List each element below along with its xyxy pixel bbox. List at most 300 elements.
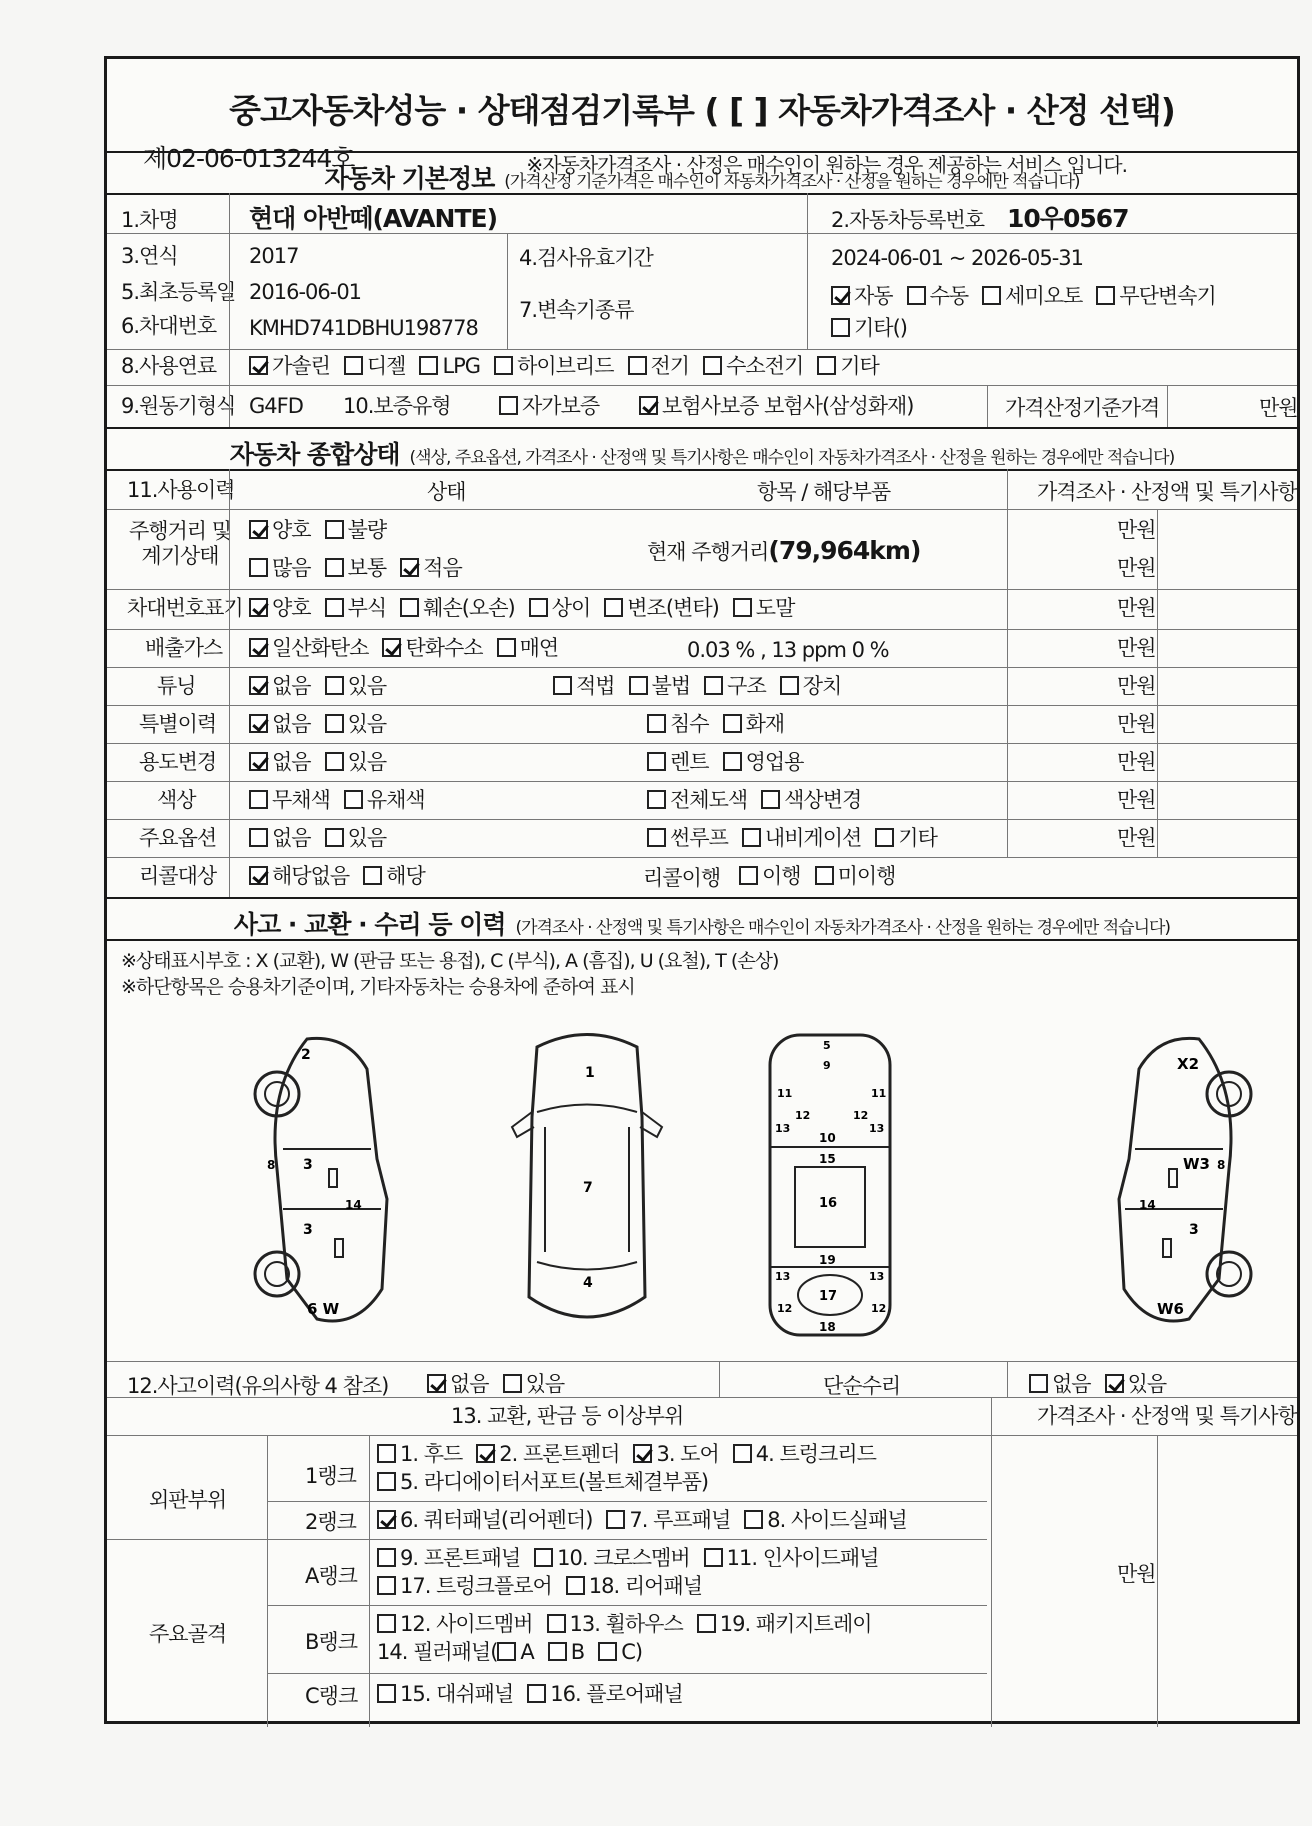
checkbox-option[interactable]	[907, 284, 969, 308]
checkbox-label: 상이	[551, 596, 591, 620]
checkbox-empty-icon[interactable]	[377, 1472, 396, 1491]
checkbox-option[interactable]	[325, 750, 387, 774]
marker: 19	[819, 1253, 836, 1267]
checkbox-option[interactable]	[761, 788, 861, 812]
checkbox-option[interactable]	[598, 1640, 642, 1664]
checkbox-checked-icon[interactable]	[639, 396, 658, 415]
basic-info-title: 자동차 기본정보	[324, 164, 495, 193]
year-value: 2017	[249, 244, 299, 268]
marker: 7	[583, 1180, 593, 1196]
checkbox-option[interactable]	[377, 1546, 520, 1570]
trans-label: 7.변속기종류	[519, 298, 634, 322]
checkbox-checked-icon[interactable]	[249, 714, 268, 733]
checkbox-option[interactable]	[553, 674, 615, 698]
warranty-self	[499, 395, 613, 418]
checkbox-option[interactable]	[377, 1470, 708, 1494]
inspection-form	[104, 56, 1300, 1724]
checkbox-label: 5. 라디에이터서포트(볼트체결부품)	[400, 1470, 709, 1494]
rankC-label: C랭크	[305, 1684, 358, 1708]
checkbox-checked-icon[interactable]	[249, 356, 268, 375]
warranty-insurance	[639, 395, 928, 418]
checkbox-empty-icon[interactable]	[325, 558, 344, 577]
checkbox-empty-icon[interactable]	[598, 1642, 617, 1661]
mileage-value	[647, 537, 920, 565]
checkbox-option[interactable]	[1105, 1372, 1167, 1396]
divider	[719, 1361, 720, 1397]
checkbox-label: 가솔린	[272, 354, 330, 378]
marker: 1	[585, 1065, 595, 1081]
checkbox-option[interactable]	[497, 636, 559, 660]
checkbox-checked-icon[interactable]	[633, 1444, 652, 1463]
checkbox-option[interactable]	[733, 1442, 876, 1466]
checkbox-empty-icon[interactable]	[604, 598, 623, 617]
checkbox-label: 3. 도어	[656, 1442, 719, 1466]
checkbox-option[interactable]	[534, 1546, 690, 1570]
basic-info-head	[107, 159, 1297, 195]
marker: 13	[775, 1122, 791, 1135]
checkbox-empty-icon[interactable]	[815, 866, 834, 885]
checkbox-label: 있음	[525, 1372, 565, 1396]
checkbox-option[interactable]	[325, 518, 387, 542]
checkbox-label: 수동	[929, 284, 969, 308]
checkbox-option[interactable]	[249, 864, 349, 888]
marker: 10	[819, 1131, 836, 1145]
checkbox-empty-icon[interactable]	[733, 1444, 752, 1463]
checkbox-checked-icon[interactable]	[1105, 1374, 1124, 1393]
checkbox-option[interactable]	[628, 354, 690, 378]
checkbox-label: 19. 패키지트레이	[719, 1612, 872, 1636]
checkbox-empty-icon[interactable]	[344, 356, 363, 375]
checkbox-empty-icon[interactable]	[742, 828, 761, 847]
checkbox-empty-icon[interactable]	[733, 598, 752, 617]
divider	[1007, 469, 1008, 857]
checkbox-empty-icon[interactable]	[647, 790, 666, 809]
checkbox-checked-icon[interactable]	[400, 558, 419, 577]
checkbox-empty-icon[interactable]	[377, 1444, 396, 1463]
checkbox-option[interactable]	[400, 596, 515, 620]
warranty-label: 10.보증유형	[343, 394, 451, 418]
checkbox-empty-icon[interactable]	[325, 676, 344, 695]
checkbox-label: 부식	[347, 596, 387, 620]
checkbox-option[interactable]	[499, 394, 599, 418]
checkbox-option[interactable]	[831, 284, 893, 308]
checkbox-label: 보통	[347, 556, 387, 580]
checkbox-label: 불법	[651, 674, 691, 698]
divider	[107, 629, 1297, 630]
divider	[107, 1539, 987, 1540]
divider	[107, 1435, 1297, 1436]
checkbox-option[interactable]	[249, 636, 368, 660]
checkbox-checked-icon[interactable]	[249, 676, 268, 695]
trans-other	[831, 317, 921, 340]
checkbox-option[interactable]	[427, 1372, 489, 1396]
legend-symbols: ※상태표시부호 : X (교환), W (판금 또는 용접), C (부식), A (흠집), U (요철), T (손상)	[121, 950, 779, 972]
checkbox-option[interactable]	[249, 826, 311, 850]
checkbox-label: 유채색	[366, 788, 425, 812]
simple-repair-options	[1029, 1373, 1180, 1396]
checkbox-empty-icon[interactable]	[363, 866, 382, 885]
special-items	[647, 713, 798, 736]
checkbox-checked-icon[interactable]	[476, 1444, 495, 1463]
divider	[229, 193, 230, 427]
checkbox-option[interactable]	[249, 354, 330, 378]
checkbox-label: 일산화탄소	[272, 636, 369, 660]
checkbox-empty-icon[interactable]	[534, 1548, 553, 1567]
mileage-row2	[249, 557, 476, 580]
checkbox-empty-icon[interactable]	[1029, 1374, 1048, 1393]
checkbox-label: 해당없음	[272, 864, 350, 888]
pillar-options	[497, 1640, 656, 1664]
checkbox-label: 양호	[272, 518, 311, 542]
usage-change-items	[647, 751, 817, 774]
checkbox-label: 9. 프론트패널	[400, 1546, 521, 1570]
divider	[991, 1397, 992, 1727]
checkbox-empty-icon[interactable]	[547, 1614, 566, 1633]
rank2-label: 2랭크	[305, 1510, 356, 1534]
checkbox-option[interactable]	[363, 864, 425, 888]
checkbox-empty-icon[interactable]	[325, 520, 344, 539]
checkbox-option[interactable]	[780, 674, 842, 698]
checkbox-empty-icon[interactable]	[697, 1614, 716, 1633]
checkbox-empty-icon[interactable]	[704, 1548, 723, 1567]
checkbox-checked-icon[interactable]	[249, 520, 268, 539]
parts-price-head: 가격조사 · 산정액 및 특기사항	[1037, 1404, 1297, 1428]
divider	[107, 1361, 1297, 1362]
checkbox-empty-icon[interactable]	[503, 1374, 522, 1393]
price-unit: 만원	[1117, 712, 1156, 736]
checkbox-label: 4. 트렁크리드	[755, 1442, 876, 1466]
checkbox-option[interactable]	[494, 354, 613, 378]
checkbox-empty-icon[interactable]	[494, 356, 513, 375]
checkbox-empty-icon[interactable]	[497, 638, 516, 657]
rankB-row2	[377, 1641, 656, 1664]
fuel-options	[249, 355, 893, 378]
checkbox-label: 있음	[347, 674, 387, 698]
checkbox-label: 내비게이션	[764, 826, 862, 850]
checkbox-option[interactable]	[639, 394, 914, 418]
checkbox-empty-icon[interactable]	[249, 828, 268, 847]
marker: 5	[823, 1039, 831, 1052]
checkbox-option[interactable]	[249, 750, 311, 774]
price-unit: 만원	[1117, 518, 1156, 542]
checkbox-empty-icon[interactable]	[744, 1510, 763, 1529]
checkbox-option[interactable]	[744, 1508, 906, 1532]
checkbox-checked-icon[interactable]	[249, 638, 268, 657]
checkbox-option[interactable]	[704, 674, 766, 698]
marker: 14	[1139, 1198, 1156, 1212]
checkbox-label: 있음	[347, 712, 387, 736]
divider	[107, 151, 1297, 153]
checkbox-option[interactable]	[249, 556, 311, 580]
divider	[267, 1501, 987, 1502]
checkbox-empty-icon[interactable]	[704, 676, 723, 695]
checkbox-option[interactable]	[249, 674, 311, 698]
checkbox-label: 18. 리어패널	[588, 1574, 703, 1598]
checkbox-empty-icon[interactable]	[325, 598, 344, 617]
color-items	[647, 789, 875, 812]
checkbox-option[interactable]	[249, 596, 311, 620]
checkbox-option[interactable]	[400, 556, 462, 580]
checkbox-option[interactable]	[377, 1442, 462, 1466]
checkbox-empty-icon[interactable]	[629, 676, 648, 695]
checkbox-option[interactable]	[1029, 1372, 1091, 1396]
checkbox-empty-icon[interactable]	[377, 1576, 396, 1595]
checkbox-option[interactable]	[503, 1372, 565, 1396]
frame-diagram	[755, 1027, 905, 1343]
checkbox-option[interactable]	[377, 1574, 552, 1598]
checkbox-option[interactable]	[704, 1546, 879, 1570]
special-label: 특별이력	[139, 712, 217, 736]
trans-options	[831, 285, 1230, 308]
checkbox-option[interactable]	[647, 712, 709, 736]
checkbox-option[interactable]	[344, 354, 406, 378]
checkbox-option[interactable]	[875, 826, 937, 850]
legend-note: ※하단항목은 승용차기준이며, 기타자동차는 승용차에 준하여 표시	[121, 976, 635, 998]
checkbox-option[interactable]	[249, 518, 311, 542]
checkbox-empty-icon[interactable]	[377, 1548, 396, 1567]
checkbox-label: 없음	[272, 826, 311, 850]
checkbox-label: A	[520, 1640, 534, 1664]
price-unit: 만원	[1117, 750, 1156, 774]
checkbox-option[interactable]	[633, 1442, 718, 1466]
checkbox-empty-icon[interactable]	[647, 828, 666, 847]
checkbox-label: 없음	[272, 712, 311, 736]
checkbox-label: 기타	[840, 354, 879, 378]
checkbox-empty-icon[interactable]	[548, 1642, 567, 1661]
divider	[267, 1435, 268, 1727]
checkbox-empty-icon[interactable]	[566, 1576, 585, 1595]
checkbox-option[interactable]	[249, 788, 330, 812]
checkbox-option[interactable]	[723, 750, 804, 774]
marker: 9	[823, 1059, 831, 1072]
checkbox-option[interactable]	[703, 354, 803, 378]
checkbox-empty-icon[interactable]	[831, 318, 850, 337]
accident-head	[107, 905, 1297, 941]
checkbox-empty-icon[interactable]	[875, 828, 894, 847]
rankC-row	[377, 1683, 697, 1706]
checkbox-empty-icon[interactable]	[497, 1642, 516, 1661]
checkbox-label: 2. 프론트펜더	[499, 1442, 620, 1466]
checkbox-label: 색상변경	[784, 788, 862, 812]
checkbox-label: 무단변속기	[1119, 284, 1216, 308]
first-reg-label: 5.최초등록일	[121, 280, 236, 304]
checkbox-option[interactable]	[344, 788, 425, 812]
checkbox-empty-icon[interactable]	[817, 356, 836, 375]
checkbox-empty-icon[interactable]	[761, 790, 780, 809]
checkbox-empty-icon[interactable]	[325, 714, 344, 733]
checkbox-empty-icon[interactable]	[400, 598, 419, 617]
checkbox-empty-icon[interactable]	[647, 752, 666, 771]
marker: 16	[819, 1196, 838, 1211]
checkbox-label: 영업용	[745, 750, 804, 774]
top-view-diagram	[507, 1027, 667, 1337]
checkbox-option[interactable]	[629, 674, 691, 698]
divider	[107, 897, 1297, 899]
vin-mark-label: 차대번호표기	[127, 596, 243, 620]
checkbox-option[interactable]	[547, 1612, 683, 1636]
checkbox-label: 전체도색	[670, 788, 748, 812]
checkbox-option[interactable]	[497, 1640, 533, 1664]
checkbox-checked-icon[interactable]	[377, 1510, 396, 1529]
divider	[1167, 385, 1168, 427]
checkbox-option[interactable]	[733, 596, 795, 620]
checkbox-option[interactable]	[249, 712, 311, 736]
checkbox-label: 변조(변타)	[627, 596, 719, 620]
checkbox-option[interactable]	[325, 712, 387, 736]
options-label: 주요옵션	[139, 826, 217, 850]
engine-value: G4FD	[249, 394, 303, 418]
checkbox-empty-icon[interactable]	[723, 714, 742, 733]
marker: 13	[869, 1122, 885, 1135]
checkbox-label: 불량	[347, 518, 387, 542]
insp-period-value: 2024-06-01 ~ 2026-05-31	[831, 246, 1084, 270]
checkbox-option[interactable]	[647, 750, 709, 774]
price-unit: 만원	[1117, 556, 1156, 580]
checkbox-empty-icon[interactable]	[606, 1510, 625, 1529]
checkbox-option[interactable]	[566, 1574, 702, 1598]
col-state: 상태	[427, 480, 466, 504]
checkbox-label: 장치	[802, 674, 842, 698]
checkbox-label: 없음	[1052, 1372, 1091, 1396]
checkbox-empty-icon[interactable]	[377, 1684, 396, 1703]
checkbox-empty-icon[interactable]	[325, 828, 344, 847]
checkbox-empty-icon[interactable]	[907, 286, 926, 305]
checkbox-label: 도말	[755, 596, 795, 620]
checkbox-label: 7. 루프패널	[629, 1508, 731, 1532]
checkbox-option[interactable]	[377, 1508, 592, 1532]
checkbox-option[interactable]	[723, 712, 785, 736]
checkbox-label: 없음	[272, 674, 311, 698]
right-side-diagram	[1099, 1029, 1259, 1329]
checkbox-option[interactable]	[476, 1442, 619, 1466]
checkbox-option[interactable]	[647, 788, 747, 812]
engine-label: 9.원동기형식	[121, 394, 236, 418]
checkbox-label: 렌트	[670, 750, 709, 774]
checkbox-label: 매연	[519, 636, 559, 660]
checkbox-option[interactable]	[817, 354, 879, 378]
checkbox-empty-icon[interactable]	[553, 676, 572, 695]
divider	[807, 193, 808, 349]
checkbox-option[interactable]	[325, 596, 387, 620]
checkbox-empty-icon[interactable]	[249, 558, 268, 577]
checkbox-empty-icon[interactable]	[527, 1684, 546, 1703]
checkbox-option[interactable]	[1096, 284, 1215, 308]
marker: 18	[819, 1320, 836, 1334]
checkbox-option[interactable]	[831, 316, 907, 340]
checkbox-label: 없음	[272, 750, 311, 774]
checkbox-checked-icon[interactable]	[249, 598, 268, 617]
vin-mark-options	[249, 597, 808, 620]
checkbox-label: 훼손(오손)	[423, 596, 515, 620]
tuning-label: 튜닝	[157, 674, 196, 698]
checkbox-empty-icon[interactable]	[325, 752, 344, 771]
reg-no-value: 10우0567	[1007, 204, 1129, 233]
checkbox-empty-icon[interactable]	[703, 356, 722, 375]
checkbox-option[interactable]	[739, 864, 801, 888]
checkbox-option[interactable]	[377, 1612, 533, 1636]
checkbox-empty-icon[interactable]	[499, 396, 518, 415]
checkbox-option[interactable]	[742, 826, 861, 850]
checkbox-option[interactable]	[606, 1508, 730, 1532]
divider	[107, 233, 1297, 234]
checkbox-label: 침수	[670, 712, 709, 736]
checkbox-empty-icon[interactable]	[249, 790, 268, 809]
rankA-row1	[377, 1547, 892, 1570]
checkbox-checked-icon[interactable]	[831, 286, 850, 305]
checkbox-option[interactable]	[325, 826, 387, 850]
checkbox-option[interactable]	[982, 284, 1082, 308]
checkbox-checked-icon[interactable]	[249, 866, 268, 885]
divider	[1157, 509, 1158, 857]
checkbox-option[interactable]	[325, 674, 387, 698]
checkbox-label: 보험사보증 보험사(삼성화재)	[662, 394, 914, 418]
divider	[369, 1435, 370, 1727]
divider	[107, 781, 1297, 782]
checkbox-option[interactable]	[377, 1682, 513, 1706]
usage-change-label: 용도변경	[139, 750, 217, 774]
checkbox-label: 기타	[898, 826, 937, 850]
rankA-row2	[377, 1575, 716, 1598]
col-history: 11.사용이력	[127, 478, 235, 502]
checkbox-option[interactable]	[382, 636, 482, 660]
checkbox-empty-icon[interactable]	[780, 676, 799, 695]
divider	[1157, 1435, 1158, 1727]
checkbox-option[interactable]	[647, 826, 728, 850]
checkbox-empty-icon[interactable]	[377, 1614, 396, 1633]
checkbox-option[interactable]	[527, 1682, 683, 1706]
checkbox-label: 자동	[854, 284, 893, 308]
divider	[507, 233, 508, 349]
recall-status-label: 리콜이행	[643, 866, 721, 890]
mileage-row1	[249, 519, 400, 542]
checkbox-checked-icon[interactable]	[427, 1374, 446, 1393]
accident-history-label: 12.사고이력(유의사항 4 참조)	[127, 1374, 389, 1398]
vin-value: KMHD741DBHU198778	[249, 316, 478, 340]
checkbox-empty-icon[interactable]	[529, 598, 548, 617]
checkbox-checked-icon[interactable]	[382, 638, 401, 657]
form-title: 중고자동차성능 · 상태점검기록부 ( [ ] 자동차가격조사 · 산정 선택)	[229, 91, 1175, 130]
checkbox-empty-icon[interactable]	[1096, 286, 1115, 305]
emission-values: 0.03 % , 13 ppm 0 %	[687, 638, 889, 662]
checkbox-option[interactable]	[697, 1612, 872, 1636]
checkbox-option[interactable]	[529, 596, 591, 620]
checkbox-empty-icon[interactable]	[739, 866, 758, 885]
overall-head	[107, 435, 1297, 471]
checkbox-empty-icon[interactable]	[723, 752, 742, 771]
checkbox-label: 13. 휠하우스	[569, 1612, 683, 1636]
marker: 15	[819, 1152, 836, 1166]
checkbox-empty-icon[interactable]	[419, 356, 438, 375]
checkbox-option[interactable]	[325, 556, 387, 580]
col-price: 가격조사 · 산정액 및 특기사항	[1037, 480, 1297, 504]
checkbox-label: 썬루프	[670, 826, 728, 850]
checkbox-option[interactable]	[548, 1640, 584, 1664]
checkbox-label: 해당	[386, 864, 425, 888]
checkbox-empty-icon[interactable]	[647, 714, 666, 733]
marker: 12	[777, 1302, 793, 1315]
checkbox-checked-icon[interactable]	[249, 752, 268, 771]
checkbox-empty-icon[interactable]	[628, 356, 647, 375]
checkbox-option[interactable]	[815, 864, 896, 888]
rank2-row	[377, 1509, 921, 1532]
checkbox-empty-icon[interactable]	[344, 790, 363, 809]
checkbox-label: 적음	[423, 556, 462, 580]
emission-options	[249, 637, 572, 660]
checkbox-option[interactable]	[419, 354, 480, 378]
checkbox-label: 탄화수소	[405, 636, 483, 660]
checkbox-empty-icon[interactable]	[982, 286, 1001, 305]
checkbox-option[interactable]	[604, 596, 719, 620]
